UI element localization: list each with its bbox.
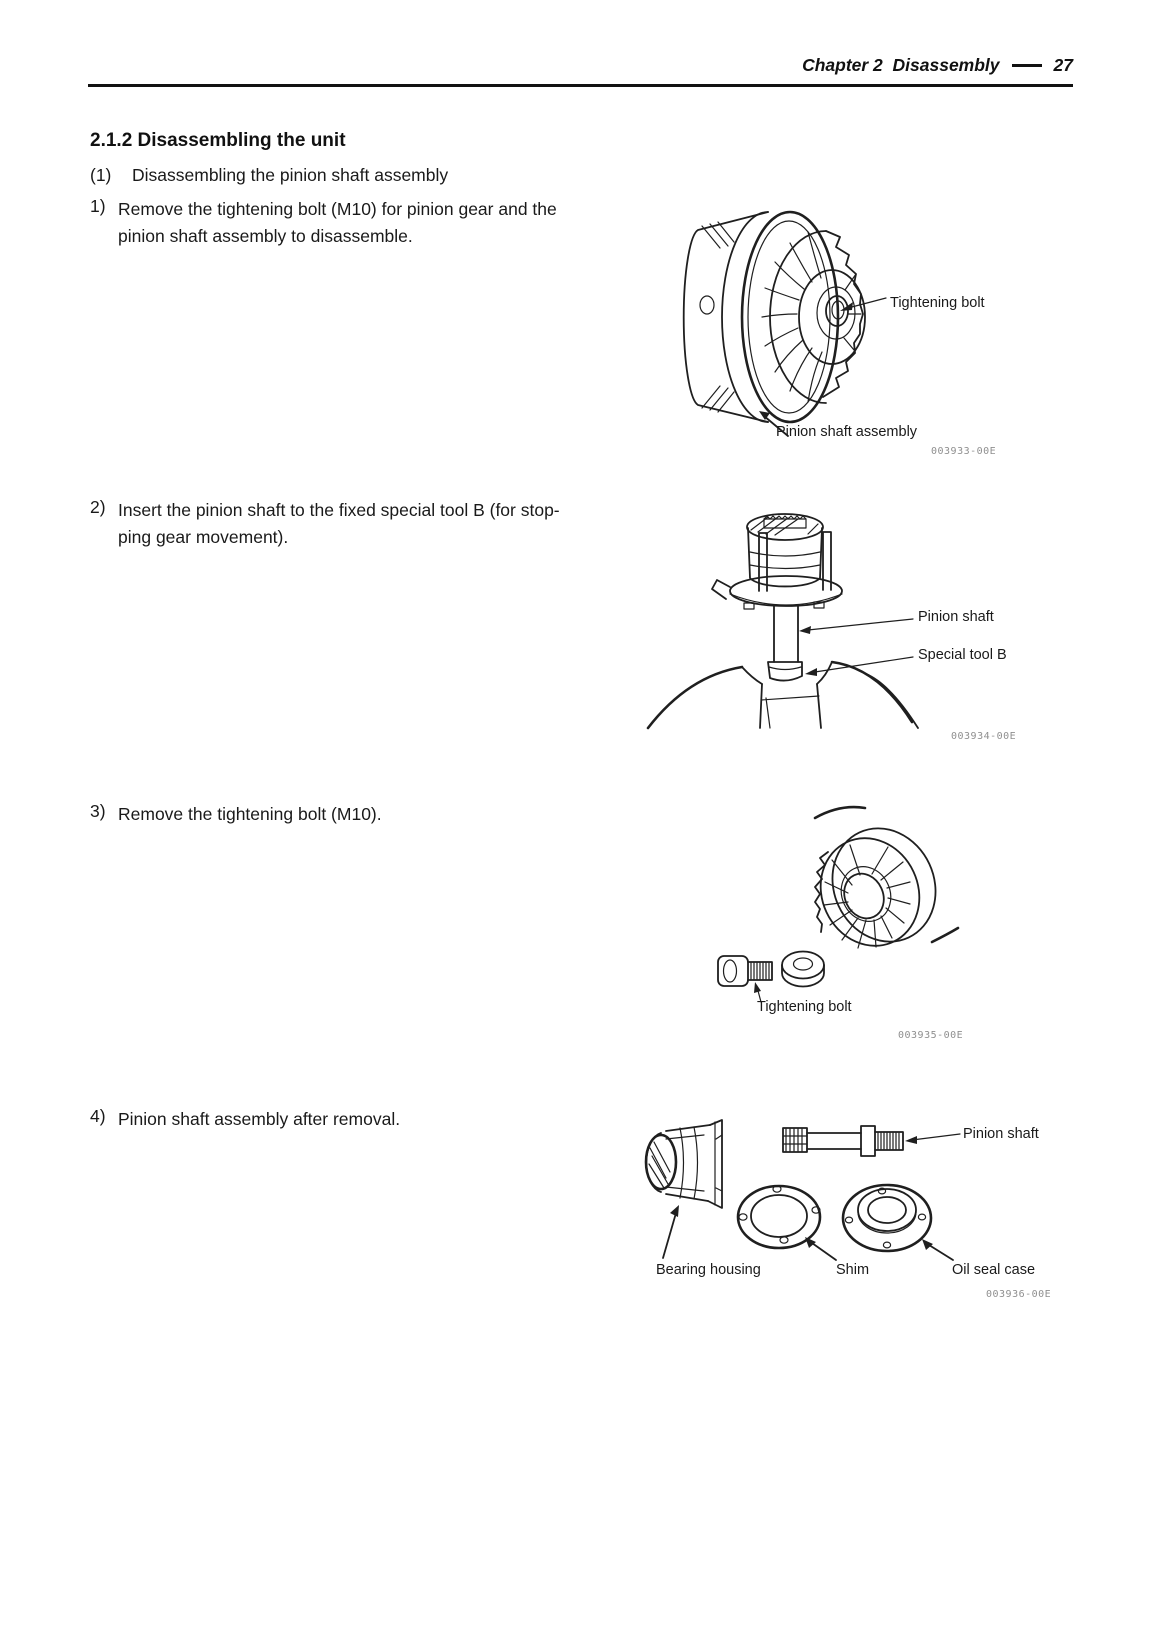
step-1-line1: Remove the tightening bolt (M10) for pinion gear and the — [118, 199, 557, 219]
page-number: 27 — [1053, 55, 1073, 75]
fig4-label-pinion-shaft: Pinion shaft — [963, 1126, 1039, 1142]
step-1-number: 1) — [90, 196, 106, 216]
figure-pinion-shaft-assembly-drawing — [640, 190, 1060, 460]
fig3-label-tightening-bolt: Tightening bolt — [757, 999, 852, 1015]
fig1-label-pinion-shaft-assembly: Pinion shaft assembly — [776, 424, 918, 440]
chapter-title: Chapter 2 Disassembly — [802, 55, 1000, 75]
intro-line — [90, 165, 448, 186]
fig4-label-shim: Shim — [836, 1262, 870, 1278]
gear-teeth-lines — [824, 845, 910, 948]
step-1 — [90, 196, 630, 250]
gear-teeth-lines — [762, 232, 861, 402]
header-dash — [1012, 64, 1042, 67]
step-3 — [90, 801, 630, 828]
fig2-label-special-tool: Special tool B — [918, 647, 1007, 663]
step-3-number: 3) — [90, 801, 106, 821]
step-1-line2: pinion shaft assembly to disassemble. — [118, 226, 413, 246]
figure-tightening-bolt-drawing — [660, 790, 1080, 1020]
step-2 — [90, 497, 630, 551]
fig1-code: 003933-00E — [931, 446, 997, 457]
intro-label: (1) — [90, 165, 112, 185]
step-3-line1: Remove the tightening bolt (M10). — [118, 804, 382, 824]
step-4-line1: Pinion shaft assembly after removal. — [118, 1109, 401, 1129]
fig4-label-bearing-housing: Bearing housing — [656, 1262, 761, 1278]
fig1-label-tightening-bolt: Tightening bolt — [890, 295, 985, 311]
step-2-line1: Insert the pinion shaft to the fixed special tool B (for stop- — [118, 500, 560, 520]
step-4 — [90, 1106, 630, 1133]
fig2-label-pinion-shaft: Pinion shaft — [918, 609, 994, 625]
figure-exploded-assembly-drawing — [600, 1060, 1060, 1272]
step-2-number: 2) — [90, 497, 106, 517]
page-header — [0, 55, 1073, 76]
fig2-code: 003934-00E — [951, 731, 1017, 742]
fig3-code: 003935-00E — [898, 1030, 964, 1041]
figure-special-tool-drawing — [620, 470, 1040, 735]
step-2-line2: ping gear movement). — [118, 527, 289, 547]
fig4-code: 003936-00E — [986, 1289, 1052, 1300]
header-rule — [88, 84, 1073, 87]
intro-text: Disassembling the pinion shaft assembly — [132, 165, 449, 185]
fig4-label-oil-seal-case: Oil seal case — [952, 1262, 1036, 1278]
section-title: 2.1.2 Disassembling the unit — [90, 130, 346, 151]
step-4-number: 4) — [90, 1106, 106, 1126]
